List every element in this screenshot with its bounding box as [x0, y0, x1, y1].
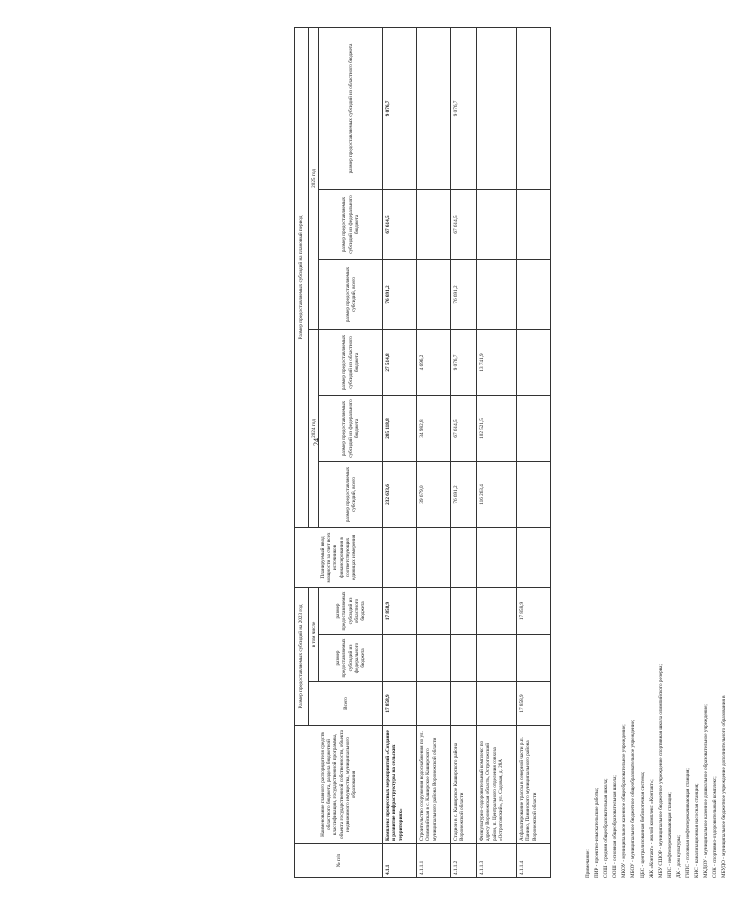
header-2023-fed: размер предоставляемых субсидий из федерального бюджета [319, 635, 383, 682]
header-num: № п/п [295, 844, 383, 878]
cell-fed-2025 [517, 189, 551, 259]
cell-reg-2023: 17 858,9 [383, 587, 417, 634]
cell-fed-2024: 205 118,8 [383, 395, 417, 461]
row-num: 4.1.1.2 [451, 844, 477, 878]
cell-reg-2024 [517, 329, 551, 395]
cell-capacity [451, 527, 477, 587]
cell-total-2024: 76 691,2 [451, 461, 477, 527]
header-2024: 2024 год [309, 329, 319, 527]
header-2025: 2025 год [309, 27, 319, 329]
cell-total-2025 [477, 259, 517, 329]
note-line: ДК - дом культуры; [675, 835, 682, 878]
cell-capacity [477, 527, 517, 587]
row-name: Строительство сооружения водоснабжения по ул. Олимпийская в с. Каширское Каширского муниципального района Воронежской области [417, 726, 451, 844]
note-line: ГНПС - головная нефтеперекачивающая станция; [685, 768, 692, 878]
header-2025-fed: размер предоставляемых субсидий из федерального бюджета [319, 189, 383, 259]
cell-reg-2025: 9 076,7 [383, 27, 417, 189]
cell-total-2025: 76 691,2 [383, 259, 417, 329]
cell-reg-2023 [417, 587, 451, 634]
cell-capacity [517, 527, 551, 587]
cell-total-2023 [451, 682, 477, 726]
cell-reg-2023 [451, 587, 477, 634]
cell-capacity [383, 527, 417, 587]
header-2023-including: в том числе [309, 587, 319, 681]
cell-total-2023 [477, 682, 517, 726]
header-2024-total: размер предоставляемых субсидий, всего [319, 461, 383, 527]
row-name: Физкультурно-оздоровительный комплекс по адресу Воронежская область, Острогожский район, п. Центрального отделения совхоза «Острогожский», ул. Садовая, д. 28А [477, 726, 517, 844]
row-num: 4.1.1.4 [517, 844, 551, 878]
header-2023-total: Всего [309, 682, 383, 726]
cell-fed-2024: 34 982,8 [417, 395, 451, 461]
cell-fed-2023 [417, 635, 451, 682]
cell-fed-2025 [417, 189, 451, 259]
cell-fed-2024 [517, 395, 551, 461]
cell-total-2023: 17 858,9 [517, 682, 551, 726]
header-2023-group: Размер предоставляемых субсидий на 2023 год [295, 587, 309, 725]
notes-block [584, 28, 730, 878]
note-line: ООШ - основная общеобразовательная школа; [612, 775, 619, 878]
table-row [477, 27, 517, 877]
cell-reg-2023: 17 858,9 [517, 587, 551, 634]
cell-reg-2024: 27 514,8 [383, 329, 417, 395]
cell-reg-2024: 4 696,2 [417, 329, 451, 395]
cell-fed-2025: 67 614,5 [383, 189, 417, 259]
note-line: ПИР - проектно-изыскательские работы; [594, 787, 601, 878]
cell-reg-2025 [417, 27, 451, 189]
cell-total-2024: 232 633,6 [383, 461, 417, 527]
note-line: СОШ - средняя общеобразовательная школа; [603, 778, 610, 878]
note-line: СОК - спортивно-оздоровительный комплекс; [712, 776, 719, 878]
cell-reg-2025: 9 076,7 [451, 27, 477, 189]
header-2023-reg: размер предоставляемых субсидий из областного бюджета [319, 587, 383, 634]
row-name: Комплекс процессных мероприятий «Создание и развитие инфраструктуры на сельских территориях» [383, 726, 417, 844]
cell-fed-2023 [451, 635, 477, 682]
table-row [517, 27, 551, 877]
subsidy-table [294, 27, 551, 878]
note-line: МБУ СШОР - муниципальное бюджетное учреждение спортивная школа олимпийского резерва; [657, 664, 664, 878]
cell-reg-2025 [477, 27, 517, 189]
cell-total-2023 [417, 682, 451, 726]
note-line: МКОУ - муниципальное казенное общеобразовательное учреждение; [621, 724, 628, 878]
cell-total-2023: 17 858,9 [383, 682, 417, 726]
note-line: МКДОУ - муниципальное казенное дошкольное образовательное учреждение; [703, 704, 710, 878]
cell-fed-2025 [477, 189, 517, 259]
note-line: Примечание: [585, 849, 591, 878]
page-number: 24 [312, 438, 321, 446]
row-name: Стадион в с. Каширское Каширского района Воронежской области [451, 726, 477, 844]
cell-reg-2024: 9 076,7 [451, 329, 477, 395]
cell-total-2024: 39 679,0 [417, 461, 451, 527]
header-plan-group: Размер предоставляемых субсидий на плановый период [295, 27, 309, 527]
note-line: МБУДО - муниципальное бюджетное учреждение дополнительного образования в [721, 695, 728, 878]
cell-reg-2023 [477, 587, 517, 634]
cell-fed-2023 [383, 635, 417, 682]
cell-fed-2023 [517, 635, 551, 682]
header-2024-fed: размер предоставляемых субсидий из федерального бюджета [319, 395, 383, 461]
cell-total-2025 [417, 259, 451, 329]
row-num: 4.1.1 [383, 844, 417, 878]
cell-capacity [417, 527, 451, 587]
header-2024-reg: размер предоставляемых субсидий из областного бюджета [319, 329, 383, 395]
cell-reg-2024: 13 741,9 [477, 329, 517, 395]
table-row [383, 27, 417, 877]
header-2025-reg: размер предоставляемых субсидий из областного бюджета [319, 27, 383, 189]
row-name: Асфальтирование трассы в северной части р.п. Панино, Панинского муниципального района Воронежской области [517, 726, 551, 844]
header-name: Наименование главного распорядителя средств областного бюджета, раздела бюджетной классификации, государственной программы, объекта государственной собственности, объекта недвижимого имущества, муниципального образования [295, 726, 383, 844]
note-line: ЖК «Контакт» - жилой комплекс «Контакт»; [648, 779, 655, 878]
cell-reg-2025 [517, 27, 551, 189]
row-num: 4.1.1.1 [417, 844, 451, 878]
cell-total-2024 [517, 461, 551, 527]
row-num: 4.1.1.3 [477, 844, 517, 878]
table-row [451, 27, 477, 877]
header-capacity: Планируемый ввод мощности за счет всех источников финансирования в соответствующих единицах измерения [295, 527, 383, 587]
cell-total-2025 [517, 259, 551, 329]
note-line: НПС - нефтеперекачивающая станция; [666, 792, 673, 878]
header-2025-total: размер предоставляемых субсидий, всего [319, 259, 383, 329]
note-line: КНС - канализационная насосная станция; [694, 783, 701, 878]
cell-fed-2023 [477, 635, 517, 682]
table-row [417, 27, 451, 877]
cell-fed-2024: 67 614,5 [451, 395, 477, 461]
cell-fed-2024: 102 521,5 [477, 395, 517, 461]
cell-fed-2025: 67 614,5 [451, 189, 477, 259]
rotated-sheet [294, 28, 728, 878]
cell-total-2024: 116 263,4 [477, 461, 517, 527]
cell-total-2025: 76 691,2 [451, 259, 477, 329]
note-line: МБОУ - муниципальное бюджетное общеобразовательное учреждение; [630, 719, 637, 878]
note-line: ЦБС - централизованная библиотечная система; [639, 771, 646, 878]
